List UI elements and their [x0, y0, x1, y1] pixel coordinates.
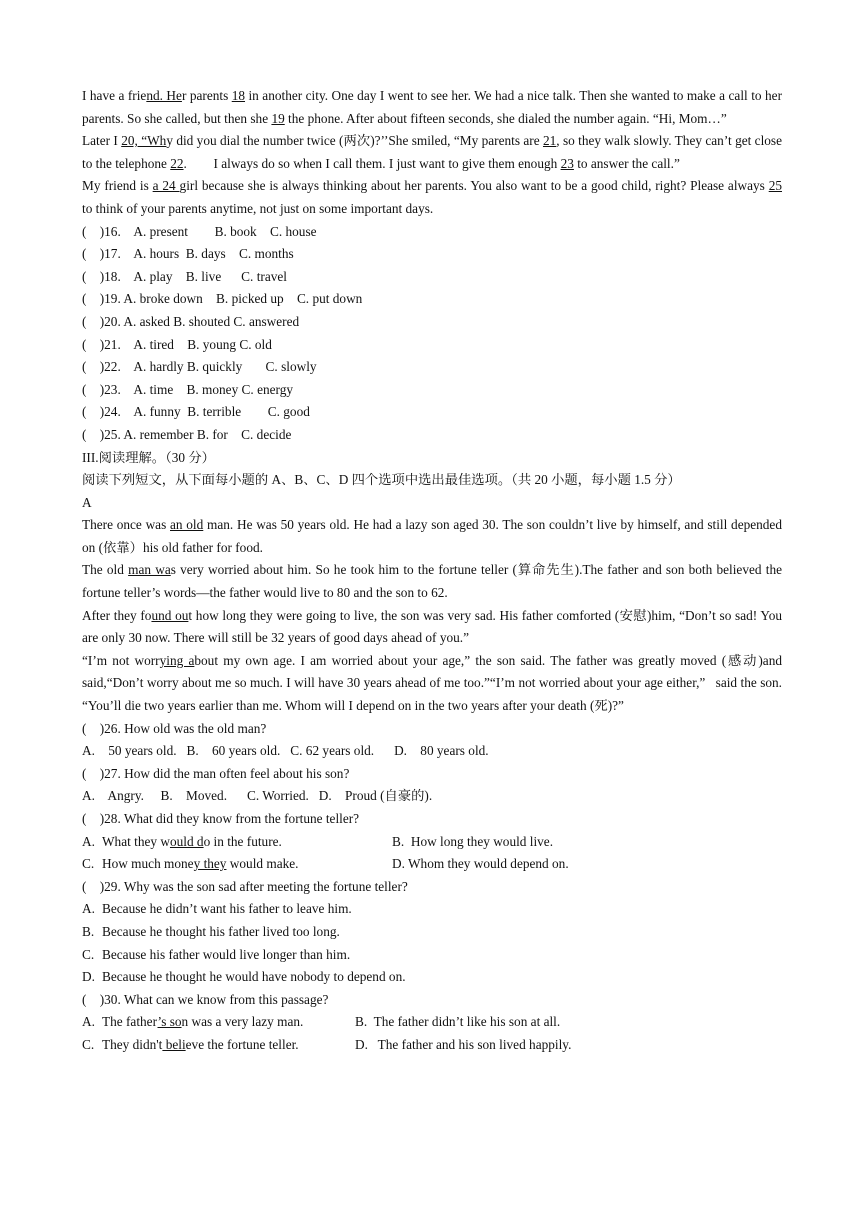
- question-28-options-ab: [82, 831, 782, 854]
- text: an old: [170, 517, 204, 533]
- option-label: C.: [82, 856, 95, 872]
- option-label: C.: [82, 946, 95, 962]
- passage-label: A: [82, 494, 92, 510]
- question-27-options: A. Angry. B. Moved. C. Worried. D. Proud (自豪的).: [82, 788, 433, 804]
- text: . I always do so when I call them. I just want to give them enough: [183, 155, 561, 171]
- blank-21: 21: [542, 133, 557, 149]
- option-a: [102, 831, 392, 854]
- text: ’s so: [157, 1014, 182, 1030]
- option-b: B. The father didn’t like his son at all.: [355, 1014, 561, 1030]
- question-30-stem: ( )30. What can we know from this passage?: [82, 991, 329, 1007]
- option-d: D. The father and his son lived happily.: [355, 1036, 572, 1052]
- text: n was a very lazy man.: [181, 1014, 304, 1030]
- cloze-paragraph-3: [82, 175, 782, 220]
- cloze-question-23: ( )23. A. time B. money C. energy: [82, 381, 294, 397]
- text: , so they walk slowly. They can’t get close to the telephone: [82, 133, 783, 171]
- option-label: D.: [82, 969, 95, 985]
- option-label: C.: [82, 1036, 95, 1052]
- text: How much mone: [102, 856, 194, 872]
- question-29-stem: ( )29. Why was the son sad after meeting the fortune teller?: [82, 878, 408, 894]
- passage-a-paragraph-1: [82, 514, 782, 559]
- cloze-question-17: ( )17. A. hours B. days C. months: [82, 246, 294, 262]
- text: to answer the call.”: [573, 155, 680, 171]
- cloze-question-19: ( )19. A. broke down B. picked up C. put down: [82, 291, 363, 307]
- text: would make.: [226, 856, 299, 872]
- text: They didn't: [102, 1036, 163, 1052]
- text: t how long they were going to live, the son was very sad. His father comforted (安慰)him, “Don’t so sad! You are only 30 now. There will still be 32 years of good days ahead of you.”: [82, 607, 782, 646]
- cloze-paragraph-1: [82, 85, 782, 130]
- text: What they w: [102, 833, 170, 849]
- text: man wa: [128, 562, 171, 578]
- text: s very worried about him. So he took him to the fortune teller (算命先生).The father and son both believed the fortune teller’s words—the father would live to 80 and the son to 62.: [82, 562, 782, 601]
- question-26-options: A. 50 years old. B. 60 years old. C. 62 years old. D. 80 years old.: [82, 743, 489, 759]
- text: The father: [102, 1014, 158, 1030]
- cloze-question-16: ( )16. A. present B. book C. house: [82, 223, 317, 239]
- blank-23: 23: [560, 155, 574, 171]
- text: y they: [193, 856, 227, 872]
- option-label: A.: [82, 901, 95, 917]
- option-d: D. Whom they would depend on.: [392, 856, 569, 872]
- text: My friend is: [82, 178, 153, 194]
- option-text: Because he didn’t want his father to leave him.: [102, 901, 352, 917]
- blank-24: a 24: [152, 178, 180, 194]
- text: eve the fortune teller.: [185, 1036, 299, 1052]
- text: man. He was 50 years old. He had a lazy son aged 30. The son couldn’t live by himself, and still depended on (依靠）his old father for food.: [82, 517, 782, 555]
- text: I have a frie: [82, 88, 147, 103]
- question-30-options-ab: [82, 1011, 782, 1034]
- cloze-question-21: ( )21. A. tired B. young C. old: [82, 336, 272, 352]
- option-text: Because he thought his father lived too long.: [102, 923, 340, 939]
- text: r parents: [181, 88, 232, 103]
- text: ying a: [159, 652, 195, 668]
- option-c: [102, 1034, 355, 1057]
- blank-25: 25: [768, 178, 782, 194]
- blank-18: 18: [231, 88, 246, 103]
- passage-a-paragraph-2: [82, 559, 782, 604]
- blank-19: 19: [271, 110, 285, 126]
- text: beli: [162, 1036, 186, 1052]
- text: bout my own age. I am worried about your age,” the son said. The father was greatly moved (感动)and said,“Don’t worry about me so much. I will have 30 years ahead of me too.”“I’m not worried about your age either,” said the son. “You’ll die two years earlier than me. Whom will I depend on in the two years after your death (死)?”: [82, 652, 786, 714]
- option-label: A.: [82, 833, 95, 849]
- exam-page: [82, 85, 786, 1057]
- text: o in the future.: [203, 833, 282, 849]
- text: There once was: [82, 517, 170, 533]
- text: to think of your parents anytime, not just on some important days.: [82, 200, 434, 216]
- question-29-option-d: [82, 966, 782, 989]
- cloze-paragraph-2: [82, 130, 782, 175]
- text: After they fo: [82, 607, 152, 623]
- option-c: [102, 853, 392, 876]
- text: und ou: [151, 607, 189, 623]
- cloze-question-18: ( )18. A. play B. live C. travel: [82, 268, 287, 284]
- question-29-option-a: [82, 898, 782, 921]
- section-heading: III.阅读理解。（30 分）: [82, 449, 215, 465]
- text: ould d: [169, 833, 204, 849]
- option-label: A.: [82, 1014, 95, 1030]
- cloze-question-25: ( )25. A. remember B. for C. decide: [82, 426, 292, 442]
- question-26-stem: ( )26. How old was the old man?: [82, 720, 267, 736]
- question-30-options-cd: [82, 1034, 782, 1057]
- passage-a-paragraph-3: [82, 605, 782, 650]
- option-a: [102, 1011, 355, 1034]
- text: girl because she is always thinking about her parents. You also want to be a good child, right? Please always: [179, 178, 769, 194]
- text: Later I: [82, 133, 122, 149]
- question-28-stem: ( )28. What did they know from the fortune teller?: [82, 811, 360, 826]
- option-b: B. How long they would live.: [392, 833, 554, 849]
- question-29-option-b: [82, 921, 782, 944]
- passage-a-paragraph-4: [82, 650, 786, 718]
- text: in another city. One day I went to see her. We had a nice talk. Then she wanted to make a call to her parents. So she called, but then she: [82, 88, 783, 126]
- text: the phone. After about fifteen seconds, she dialed the number again. “Hi, Mom…”: [284, 110, 727, 126]
- text: nd. He: [146, 88, 182, 103]
- option-text: Because his father would live longer than him.: [102, 946, 351, 962]
- question-28-options-cd: [82, 853, 782, 876]
- option-label: B.: [82, 923, 95, 939]
- text: y did you dial the number twice (两次)?’’She smiled, “My parents are: [166, 133, 543, 149]
- blank-20: 20, “Wh: [121, 133, 167, 149]
- text: “I’m not worr: [82, 652, 160, 668]
- question-27-stem: ( )27. How did the man often feel about his son?: [82, 765, 350, 781]
- question-29-option-c: [82, 944, 782, 967]
- option-text: Because he thought he would have nobody to depend on.: [102, 969, 406, 985]
- cloze-question-22: ( )22. A. hardly B. quickly C. slowly: [82, 359, 317, 375]
- section-instruction: 阅读下列短文，从下面每小题的 A、B、C、D 四个选项中选出最佳选项。（共 20 小题，每小题 1.5 分）: [82, 472, 681, 488]
- blank-22: 22: [170, 155, 184, 171]
- cloze-question-20: ( )20. A. asked B. shouted C. answered: [82, 313, 300, 329]
- cloze-question-24: ( )24. A. funny B. terrible C. good: [82, 404, 310, 420]
- text: The old: [82, 562, 129, 578]
